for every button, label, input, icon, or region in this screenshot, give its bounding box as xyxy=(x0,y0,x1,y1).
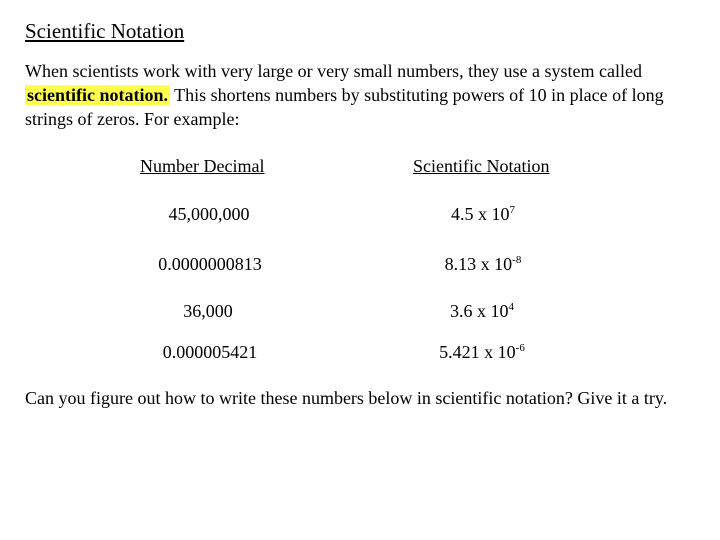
scientific-cell xyxy=(451,202,515,229)
scientific-exponent: 4 xyxy=(508,301,514,313)
scientific-mantissa: 5.421 x 10 xyxy=(439,342,516,362)
intro-paragraph xyxy=(25,59,705,131)
scientific-cell xyxy=(445,252,522,279)
decimal-cell: 45,000,000 xyxy=(168,204,250,224)
column-header-scientific: Scientific Notation xyxy=(413,156,550,176)
highlighted-term: scientific notation. xyxy=(27,85,168,105)
scientific-mantissa: 8.13 x 10 xyxy=(444,254,513,274)
scientific-cell xyxy=(439,340,525,367)
scientific-exponent: -8 xyxy=(512,254,522,266)
decimal-cell: 36,000 xyxy=(183,301,233,321)
scientific-mantissa: 3.6 x 10 xyxy=(450,301,509,321)
intro-text-start: When scientists work with very large or very small numbers, they use a system called xyxy=(25,61,643,81)
decimal-cell: 0.000005421 xyxy=(162,342,258,362)
scientific-exponent: 7 xyxy=(509,204,515,216)
intro-text-end: This shortens numbers by substituting powers of 10 in place of long strings of zeros. For example: xyxy=(25,85,664,129)
closing-paragraph: Can you figure out how to write these numbers below in scientific notation? Give it a try. xyxy=(25,388,668,408)
scientific-cell xyxy=(450,299,514,326)
scientific-mantissa: 4.5 x 10 xyxy=(451,204,510,224)
page-title: Scientific Notation xyxy=(25,19,185,43)
decimal-cell: 0.0000000813 xyxy=(158,254,262,274)
scientific-exponent: -6 xyxy=(515,342,525,354)
column-header-decimal: Number Decimal xyxy=(140,156,265,176)
